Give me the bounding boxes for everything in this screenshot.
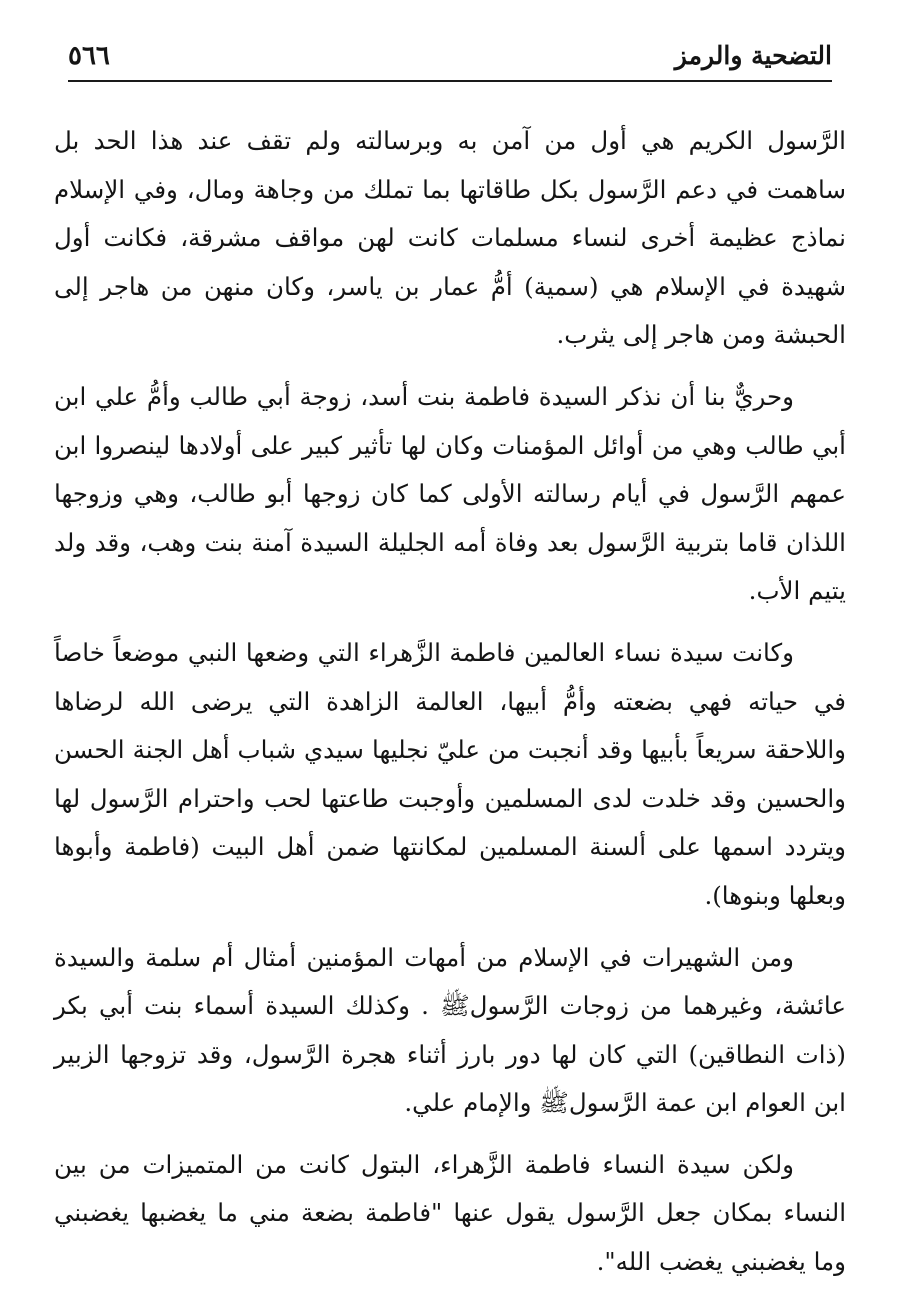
paragraph-5: ولكن سيدة النساء فاطمة الزَّهراء، البتول كانت من المتميزات من بين النساء بمكان جعل الرَّسول يقول عنها "فاطمة بضعة مني ما يغضبها يغضبني وما يغضبني يغضب الله". [54, 1149, 846, 1277]
paragraph-1: الرَّسول الكريم هي أول من آمن به وبرسالته ولم تقف عند هذا الحد بل ساهمت في دعم الرَّسول بكل طاقاتها بما تملك من وجاهة ومال، وفي الإسلام نماذج عظيمة أخرى لنساء مسلمات كانت لهن مواقف مشرقة، فكانت أول شهيدة في الإسلام هي (سمية) أمُّ عمار بن ياسر، وكان منهن من هاجر إلى الحبشة ومن هاجر إلى يثرب. [54, 126, 846, 350]
paragraph-4: ومن الشهيرات في الإسلام من أمهات المؤمنين أمثال أم سلمة والسيدة عائشة، وغيرهما من زوجات الرَّسولﷺ . وكذلك السيدة أسماء بنت أبي بكر (ذات النطاقين) التي كان لها دور بارز أثناء هجرة الرَّسول، وقد تزوجها الزبير ابن العوام ابن عمة الرَّسولﷺ والإمام علي. [54, 942, 846, 1118]
body-text [54, 117, 846, 1300]
running-title: التضحية والرمز [674, 41, 832, 70]
page-header [68, 30, 832, 76]
header-rule [68, 80, 832, 82]
page-number: ٥٦٦ [68, 41, 110, 71]
paragraph-3: وكانت سيدة نساء العالمين فاطمة الزَّهراء التي وضعها النبي موضعاً خاصاً في حياته فهي بضعته وأمُّ أبيها، العالمة الزاهدة التي يرضى الله لرضاها واللاحقة سريعاً بأبيها وقد أنجبت من عليّ نجليها سيدي شباب أهل الجنة الحسن والحسين وقد خلدت لدى المسلمين وأوجبت طاعتها لحب واحترام الرَّسول لها ويتردد اسمها على ألسنة المسلمين لمكانتها ضمن أهل البيت (فاطمة وأبوها وبعلها وبنوها). [54, 637, 846, 910]
paragraph-2: وحريٌّ بنا أن نذكر السيدة فاطمة بنت أسد، زوجة أبي طالب وأمُّ علي ابن أبي طالب وهي من أوائل المؤمنات وكان لها تأثير كبير على أولادها لينصروا ابن عمهم الرَّسول في أيام رسالته الأولى كما كان زوجها أبو طالب، وهي وزوجها اللذان قاما بتربية الرَّسول بعد وفاة أمه الجليلة السيدة آمنة بنت وهب، وقد ولد يتيم الأب. [54, 381, 846, 606]
